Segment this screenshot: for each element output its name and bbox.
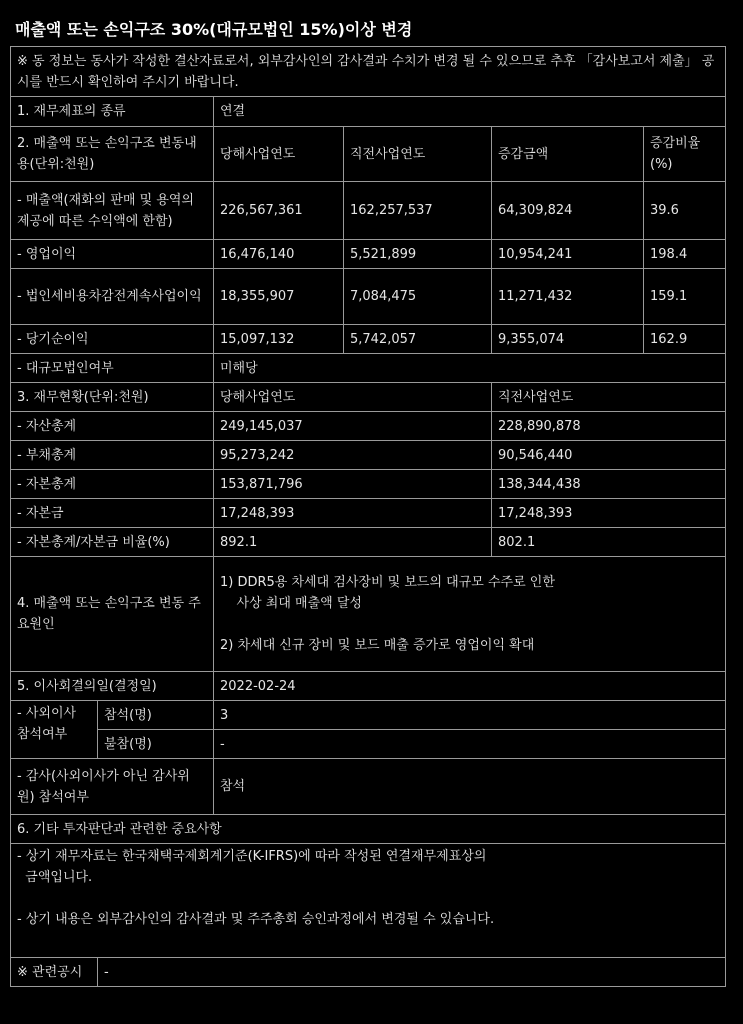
large-corp-value: 미해당 [214, 354, 726, 383]
auditor-value: 참석 [214, 759, 726, 815]
row-label: - 법인세비용차감전계속사업이익 [11, 269, 214, 325]
current-value: 17,248,393 [214, 499, 492, 528]
table-row [11, 528, 726, 557]
current-value: 16,476,140 [214, 240, 344, 269]
related-label: ※ 관련공시 [11, 958, 98, 987]
table-row [11, 470, 726, 499]
auditor-row [11, 759, 726, 815]
related-row [11, 958, 726, 987]
disclosure-document [10, 18, 725, 987]
rate-value: 162.9 [644, 325, 726, 354]
prior-value: 802.1 [492, 528, 726, 557]
row-label: - 부채총계 [11, 441, 214, 470]
table-row [11, 441, 726, 470]
current-value: 249,145,037 [214, 412, 492, 441]
disclosure-table [10, 46, 726, 987]
large-corp-label: - 대규모법인여부 [11, 354, 214, 383]
table-row [11, 269, 726, 325]
row-label: - 자산총계 [11, 412, 214, 441]
outside-directors-absent-row [11, 730, 726, 759]
rate-value: 159.1 [644, 269, 726, 325]
rate-value: 198.4 [644, 240, 726, 269]
row-label: - 영업이익 [11, 240, 214, 269]
change-value: 11,271,432 [492, 269, 644, 325]
outside-directors-row [11, 701, 726, 730]
present-label: 참석(명) [98, 701, 214, 730]
outside-directors-label: - 사외이사 참석여부 [11, 701, 98, 759]
current-value: 18,355,907 [214, 269, 344, 325]
statement-type-label: 1. 재무제표의 종류 [11, 97, 214, 127]
table-row [11, 240, 726, 269]
absent-label: 불참(명) [98, 730, 214, 759]
prior-value: 17,248,393 [492, 499, 726, 528]
other-label-row [11, 815, 726, 844]
other-text-row [11, 844, 726, 958]
row-label: - 당기순이익 [11, 325, 214, 354]
change-value: 9,355,074 [492, 325, 644, 354]
income-header-row [11, 127, 726, 182]
financial-header-prior: 직전사업연도 [492, 383, 726, 412]
prior-value: 7,084,475 [344, 269, 492, 325]
income-header-change: 증감금액 [492, 127, 644, 182]
absent-value: - [214, 730, 726, 759]
auditor-label: - 감사(사외이사가 아닌 감사위원) 참석여부 [11, 759, 214, 815]
current-value: 892.1 [214, 528, 492, 557]
table-row [11, 182, 726, 240]
present-value: 3 [214, 701, 726, 730]
financial-header-row [11, 383, 726, 412]
prior-value: 228,890,878 [492, 412, 726, 441]
row-label: - 자본총계/자본금 비율(%) [11, 528, 214, 557]
table-row [11, 499, 726, 528]
row-label: - 자본금 [11, 499, 214, 528]
income-section-label: 2. 매출액 또는 손익구조 변동내용(단위:천원) [11, 127, 214, 182]
prior-value: 138,344,438 [492, 470, 726, 499]
income-header-prior: 직전사업연도 [344, 127, 492, 182]
rate-value: 39.6 [644, 182, 726, 240]
current-value: 15,097,132 [214, 325, 344, 354]
statement-type-value: 연결 [214, 97, 726, 127]
related-value: - [98, 958, 726, 987]
income-header-rate: 증감비율(%) [644, 127, 726, 182]
change-value: 10,954,241 [492, 240, 644, 269]
cause-text: 1) DDR5용 차세대 검사장비 및 보드의 대규모 수주로 인한 사상 최대 매출액 달성 2) 차세대 신규 장비 및 보드 매출 증가로 영업이익 확대 [214, 557, 726, 672]
current-value: 153,871,796 [214, 470, 492, 499]
cause-row [11, 557, 726, 672]
change-value: 64,309,824 [492, 182, 644, 240]
notice-row [11, 47, 726, 97]
prior-value: 5,521,899 [344, 240, 492, 269]
prior-value: 162,257,537 [344, 182, 492, 240]
board-date-label: 5. 이사회결의일(결정일) [11, 672, 214, 701]
current-value: 226,567,361 [214, 182, 344, 240]
row-label: - 매출액(재화의 판매 및 용역의 제공에 따른 수익액에 한함) [11, 182, 214, 240]
cause-label: 4. 매출액 또는 손익구조 변동 주요원인 [11, 557, 214, 672]
table-row [11, 325, 726, 354]
table-row [11, 412, 726, 441]
board-date-value: 2022-02-24 [214, 672, 726, 701]
financial-section-label: 3. 재무현황(단위:천원) [11, 383, 214, 412]
statement-type-row [11, 97, 726, 127]
large-corp-row [11, 354, 726, 383]
page-title: 매출액 또는 손익구조 30%(대규모법인 15%)이상 변경 [15, 20, 413, 39]
other-label: 6. 기타 투자판단과 관련한 중요사항 [11, 815, 726, 844]
board-date-row [11, 672, 726, 701]
income-header-current: 당해사업연도 [214, 127, 344, 182]
other-text: - 상기 재무자료는 한국채택국제회계기준(K-IFRS)에 따라 작성된 연결재무제표상의 금액입니다. - 상기 내용은 외부감사인의 감사결과 및 주주총회 승인과정에서 변경될 수 있습니다. [11, 844, 726, 958]
prior-value: 90,546,440 [492, 441, 726, 470]
notice-text: ※ 동 정보는 동사가 작성한 결산자료로서, 외부감사인의 감사결과 수치가 변경 될 수 있으므로 추후 「감사보고서 제출」 공시를 반드시 확인하여 주시기 바랍니다. [11, 47, 726, 97]
row-label: - 자본총계 [11, 470, 214, 499]
financial-header-current: 당해사업연도 [214, 383, 492, 412]
prior-value: 5,742,057 [344, 325, 492, 354]
current-value: 95,273,242 [214, 441, 492, 470]
